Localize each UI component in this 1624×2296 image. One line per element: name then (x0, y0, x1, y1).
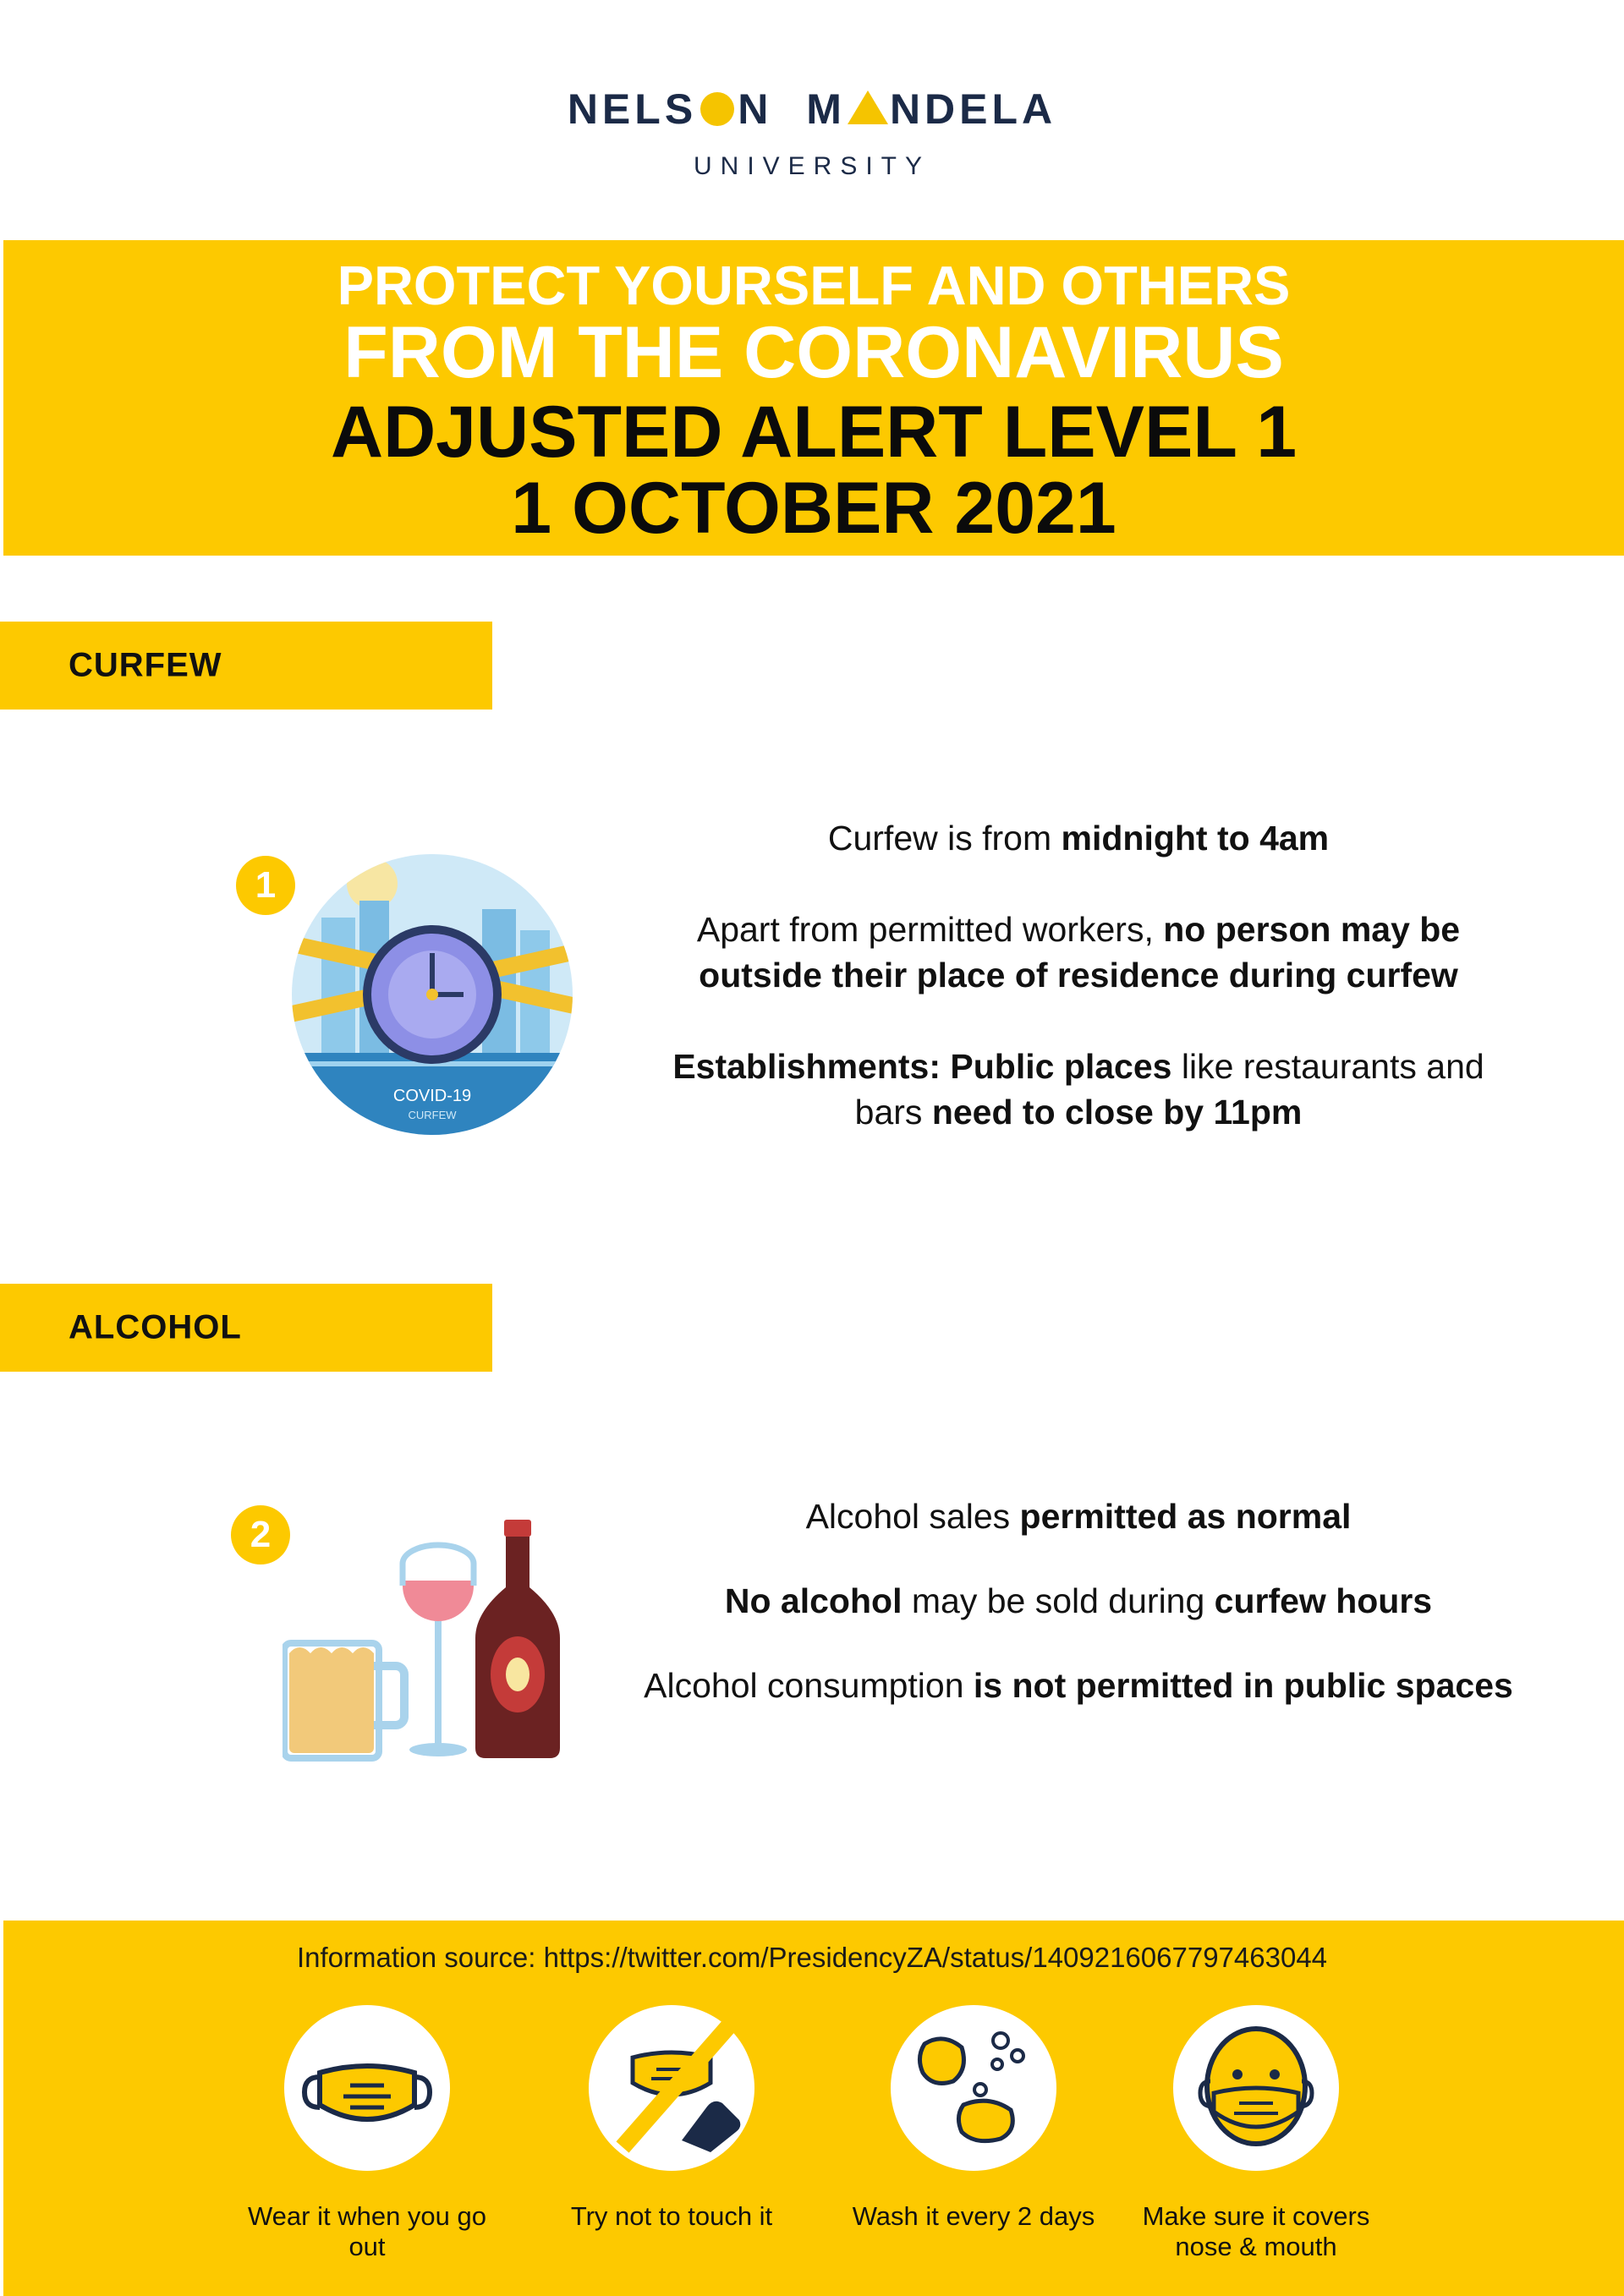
section-tab-curfew (0, 622, 492, 710)
section-number-badge: 2 (231, 1505, 290, 1564)
logo-word-part: NELS (567, 85, 698, 133)
logo-triangle (848, 90, 888, 124)
alcohol-rule-3 (643, 1663, 1514, 1708)
text-segment: may be sold during (902, 1581, 1215, 1620)
university-logo (0, 85, 1624, 181)
tip-label: Wash it every 2 days (852, 2201, 1095, 2231)
text-segment-bold: permitted as normal (1019, 1497, 1352, 1536)
logo-word-part: NDELA (889, 85, 1057, 133)
section-tab-label: CURFEW (69, 646, 222, 684)
logo-word-mandela (806, 85, 1056, 134)
banner-line-1: PROTECT YOURSELF AND OTHERS (337, 255, 1291, 316)
clock-caption: COVID-19 (392, 1087, 472, 1105)
text-segment: Alcohol consumption (644, 1666, 974, 1705)
banner-alert-level: ADJUSTED ALERT LEVEL 1 (330, 391, 1298, 473)
tip-label: Try not to touch it (570, 2201, 773, 2231)
wash-mask-icon (891, 2005, 1056, 2171)
logo-wordmark (0, 85, 1624, 134)
alcohol-rule-2 (643, 1578, 1514, 1624)
text-segment: Apart from permitted workers, (696, 910, 1164, 949)
text-segment-bold: is not permitted in public spaces (973, 1666, 1513, 1705)
curfew-rules-text (643, 815, 1514, 1135)
no-touch-mask-icon (589, 2005, 754, 2171)
text-segment-bold: Establishments: Public places (672, 1047, 1172, 1086)
tip-label: Make sure it covers nose & mouth (1142, 2201, 1370, 2261)
face-mask-icon (284, 2005, 450, 2171)
alcohol-rules-text (643, 1493, 1514, 1708)
information-source: Information source: https://twitter.com/PresidencyZA/status/1409216067797463044 (296, 1942, 1328, 1973)
logo-sun-dot (700, 92, 734, 126)
masked-face-icon (1173, 2005, 1339, 2171)
text-segment: Alcohol sales (805, 1497, 1020, 1536)
banner-date: 1 OCTOBER 2021 (511, 467, 1116, 549)
curfew-rule-3 (643, 1044, 1514, 1135)
curfew-rule-2 (643, 907, 1514, 998)
text-segment: Curfew is from (827, 819, 1062, 858)
alcohol-rule-1 (643, 1493, 1514, 1539)
tip-label: Wear it when you go out (247, 2201, 487, 2261)
banner-line-2: FROM THE CORONAVIRUS (343, 311, 1284, 393)
text-segment-bold: No alcohol (724, 1581, 903, 1620)
logo-word-part: M (806, 85, 846, 133)
section-tab-alcohol (0, 1284, 492, 1372)
text-segment: like restaurants and bars (854, 1047, 1484, 1132)
alcohol-drinks-illustration (283, 1518, 570, 1763)
text-segment-bold: no person may be outside their place of residence during curfew (699, 910, 1461, 995)
logo-subtitle: UNIVERSITY (693, 152, 931, 180)
section-tab-label: ALCOHOL (69, 1308, 242, 1346)
logo-word-nelson (568, 85, 772, 134)
clock-subcaption: CURFEW (408, 1109, 457, 1121)
curfew-rule-1 (643, 815, 1514, 861)
text-segment-bold: need to close by 11pm (931, 1093, 1303, 1132)
header-banner (3, 240, 1624, 556)
logo-word-part: N (738, 85, 773, 133)
curfew-clock-illustration (288, 850, 577, 1139)
text-segment-bold: curfew hours (1214, 1581, 1433, 1620)
section-number-badge: 1 (236, 856, 295, 915)
text-segment-bold: midnight to 4am (1061, 819, 1330, 858)
